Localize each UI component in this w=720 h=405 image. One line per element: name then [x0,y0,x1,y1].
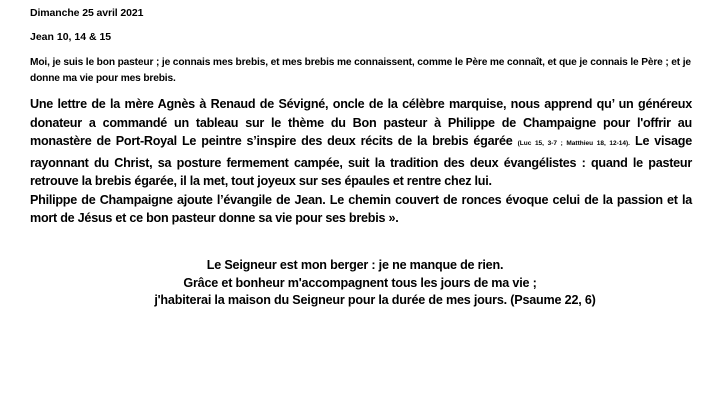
gospel-text: Moi, je suis le bon pasteur ; je connais mes brebis, et mes brebis me connaissent, comme le Père me connaît, et que je connais le Père ; et je donne ma vie pour mes brebis. [30,57,691,84]
bible-citation-luke-matthew: (Luc 15, 3-7 ; Matthieu 18, 12-14). [517,140,630,147]
slide-date: Dimanche 25 avril 2021 [30,7,144,19]
psalm-line-1: Le Seigneur est mon berger : je ne manque de rien. [206,258,504,272]
commentary-paragraph-2: Philippe de Champaigne ajoute l’évangile de Jean. Le chemin couvert de ronces évoque celui de la passion et la mort de Jésus et ce bon pasteur donne sa vie pour ses brebis ». [30,192,692,225]
psalm-line-3: j'habiterai la maison du Seigneur pour la durée de mes jours. (Psaume 22, 6) [154,293,596,307]
gospel-reference: Jean 10, 14 & 15 [30,31,112,43]
commentary-block [30,95,692,228]
commentary-paragraph-1 [30,95,692,191]
psalm-line-2: Grâce et bonheur m'accompagnent tous les jours de ma vie ; [183,275,537,290]
commentary-p1-part2: Le visage rayonnant du Christ, sa posture fermement campée, suit la tradition des deux évangélistes : quand le pasteur retrouve la brebis égarée, il la met, tout joyeux sur ses épaules et rentre chez lui. [30,134,692,188]
psalm-quote [0,257,720,310]
commentary-p1-part1: Une lettre de la mère Agnès à Renaud de Sévigné, oncle de la célèbre marquise, nous apprend qu’ un généreux donateur a commandé un tableau sur le thème du Bon pasteur à Philippe de Champaigne pour l'offrir au monastère de Port-Royal Le peintre s’inspire des deux récits de la brebis égarée [30,97,692,148]
